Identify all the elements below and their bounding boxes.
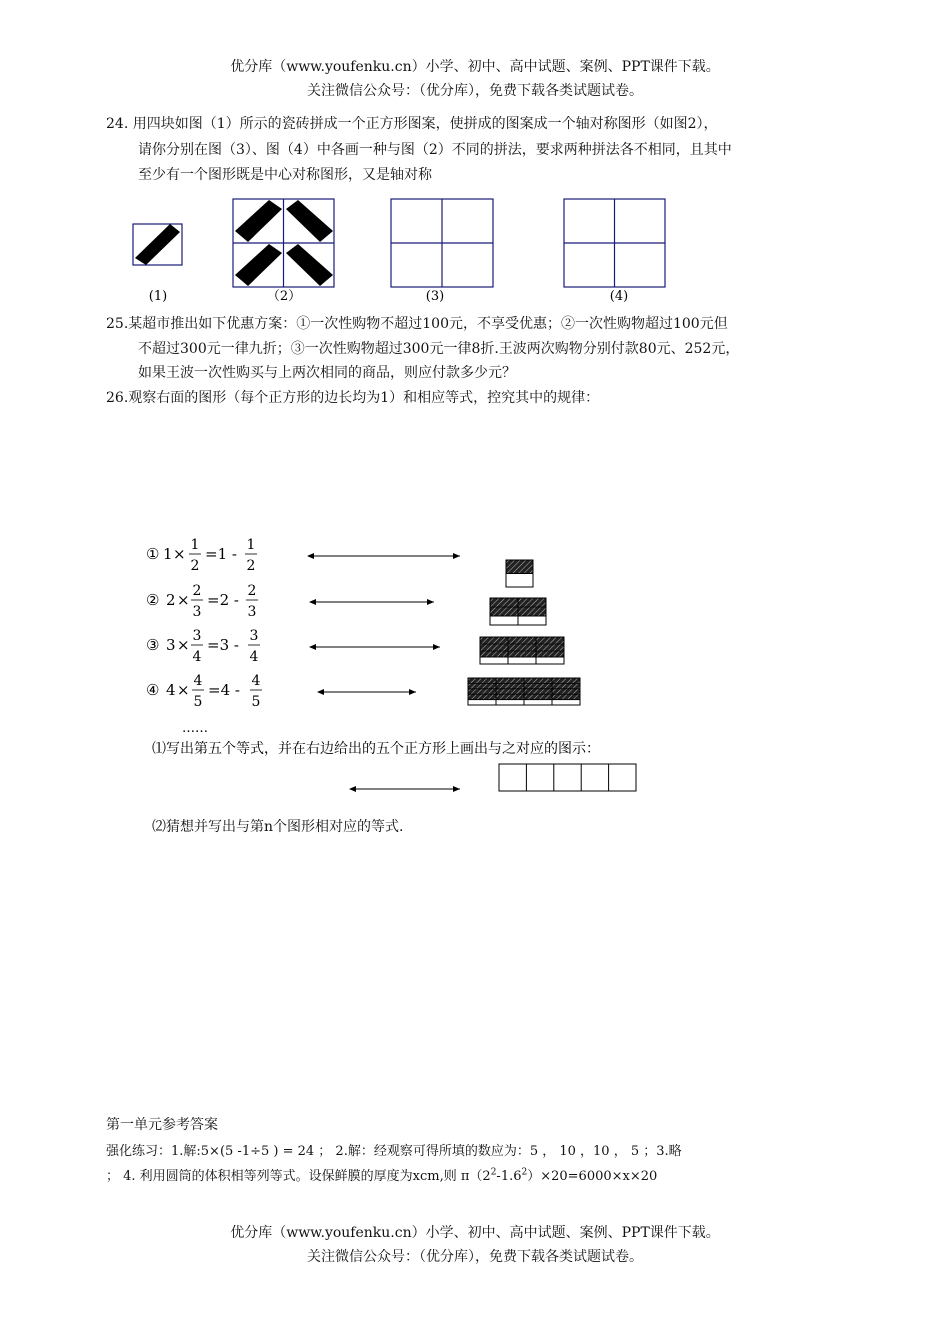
block-figure-1 xyxy=(506,560,533,587)
ellipsis: …… xyxy=(182,721,208,736)
five-squares xyxy=(499,764,636,791)
equation-2-num-2: 2 xyxy=(247,583,257,599)
equation-3-times: × xyxy=(177,636,190,654)
block-figure-2 xyxy=(490,598,546,625)
header-line-2: 关注微信公众号：（优分库），免费下载各类试题试卷。 xyxy=(307,83,643,99)
answers-sup-1: 2 xyxy=(490,1167,497,1178)
equation-3-mark: ③ xyxy=(146,636,160,654)
answers-sup-2: 2 xyxy=(521,1167,528,1178)
equation-1-times: × xyxy=(173,545,186,563)
equation-3 xyxy=(146,628,260,665)
q26-part-2: ⑵猜想并写出与第n个图形相对应的等式. xyxy=(152,819,404,835)
equation-2-times: × xyxy=(177,591,190,609)
block-figure-3 xyxy=(480,637,564,664)
equation-4-n: 4 xyxy=(166,681,176,699)
equation-3-den-2: 4 xyxy=(249,649,259,665)
q25-line-1: 25.某超市推出如下优惠方案：①一次性购物不超过100元，不享受优惠；②一次性购物超过100元但 xyxy=(106,316,728,332)
equation-4-mid: =4 - xyxy=(208,681,240,699)
q24-figures xyxy=(0,190,950,310)
block-figure-4 xyxy=(468,678,580,705)
caption-3: (3) xyxy=(425,289,445,304)
figure-1-tile xyxy=(133,224,182,265)
figure-3-grid xyxy=(391,199,493,287)
figure-4-grid xyxy=(564,199,665,287)
q24-line-1: 24. 用四块如图（1）所示的瓷砖拼成一个正方形图案，使拼成的图案成一个轴对称图形（如图2）， xyxy=(106,116,718,132)
q26-figure xyxy=(0,520,950,820)
equation-2-den-2: 3 xyxy=(247,604,257,620)
equation-2-mark: ② xyxy=(146,591,160,609)
equation-1-num: 1 xyxy=(190,537,200,553)
caption-4: (4) xyxy=(609,289,629,304)
answers-line-2-c: ）×20=6000×x×20 xyxy=(527,1169,658,1184)
equation-3-n: 3 xyxy=(166,636,176,654)
equation-1-den: 2 xyxy=(190,558,200,574)
equation-3-den: 4 xyxy=(192,649,202,665)
equation-3-num: 3 xyxy=(192,628,202,644)
equation-4-den: 5 xyxy=(193,694,203,710)
answers-line-2 xyxy=(106,1165,657,1184)
equation-4-times: × xyxy=(177,681,190,699)
equation-2-mid: =2 - xyxy=(207,591,239,609)
q25-line-3: 如果王波一次性购买与上两次相同的商品，则应付款多少元？ xyxy=(138,365,516,381)
figure-2-pattern xyxy=(233,199,334,287)
equation-3-num-2: 3 xyxy=(249,628,259,644)
caption-1: (1) xyxy=(148,289,168,304)
q25-line-2: 不超过300元一律九折；③一次性购物超过300元一律8折.王波两次购物分别付款80元、252元， xyxy=(138,341,740,357)
equation-2-num: 2 xyxy=(192,583,202,599)
answers-title: 第一单元参考答案 xyxy=(106,1117,218,1133)
caption-2: （2） xyxy=(266,289,302,304)
equation-3-mid: =3 - xyxy=(207,636,239,654)
equation-4-den-2: 5 xyxy=(251,694,261,710)
equation-1-num-2: 1 xyxy=(246,537,256,553)
equation-1 xyxy=(146,537,257,574)
equation-1-n: 1 xyxy=(163,545,173,563)
equation-4-mark: ④ xyxy=(146,681,160,699)
answers-line-2-a: ； 4. 利用圆筒的体积相等列等式。设保鲜膜的厚度为xcm,则 π（2 xyxy=(106,1169,491,1184)
q24-line-2: 请你分别在图（3）、图（4）中各画一种与图（2）不同的拼法，要求两种拼法各不相同，且其中 xyxy=(138,142,732,158)
header-line-1: 优分库（www.youfenku.cn）小学、初中、高中试题、案例、PPT课件下载。 xyxy=(230,59,720,75)
equation-1-mark: ① xyxy=(146,545,160,563)
equation-1-mid: =1 - xyxy=(205,545,237,563)
footer-line-2: 关注微信公众号：（优分库），免费下载各类试题试卷。 xyxy=(307,1249,643,1265)
equation-4-num-2: 4 xyxy=(251,673,261,689)
footer-line-1: 优分库（www.youfenku.cn）小学、初中、高中试题、案例、PPT课件下载。 xyxy=(230,1225,720,1241)
q24-line-3: 至少有一个图形既是中心对称图形，又是轴对称 xyxy=(138,167,432,183)
equation-1-den-2: 2 xyxy=(246,558,256,574)
answers-line-1: 强化练习：1.解:5×(5 -1÷5 ) = 24 ； 2.解：经观察可得所填的数应为：5 ， 10 ，10 ， 5 ；3.略 xyxy=(106,1144,682,1159)
equation-2 xyxy=(146,583,258,620)
equation-4 xyxy=(146,673,262,710)
equation-2-n: 2 xyxy=(166,591,176,609)
q26-part-1: ⑴写出第五个等式，并在右边给出的五个正方形上画出与之对应的图示： xyxy=(152,741,600,757)
q26-line-1: 26.观察右面的图形（每个正方形的边长均为1）和相应等式，控究其中的规律： xyxy=(106,390,600,406)
equation-2-den: 3 xyxy=(192,604,202,620)
equation-4-num: 4 xyxy=(193,673,203,689)
answers-line-2-b: -1.6 xyxy=(496,1169,522,1184)
